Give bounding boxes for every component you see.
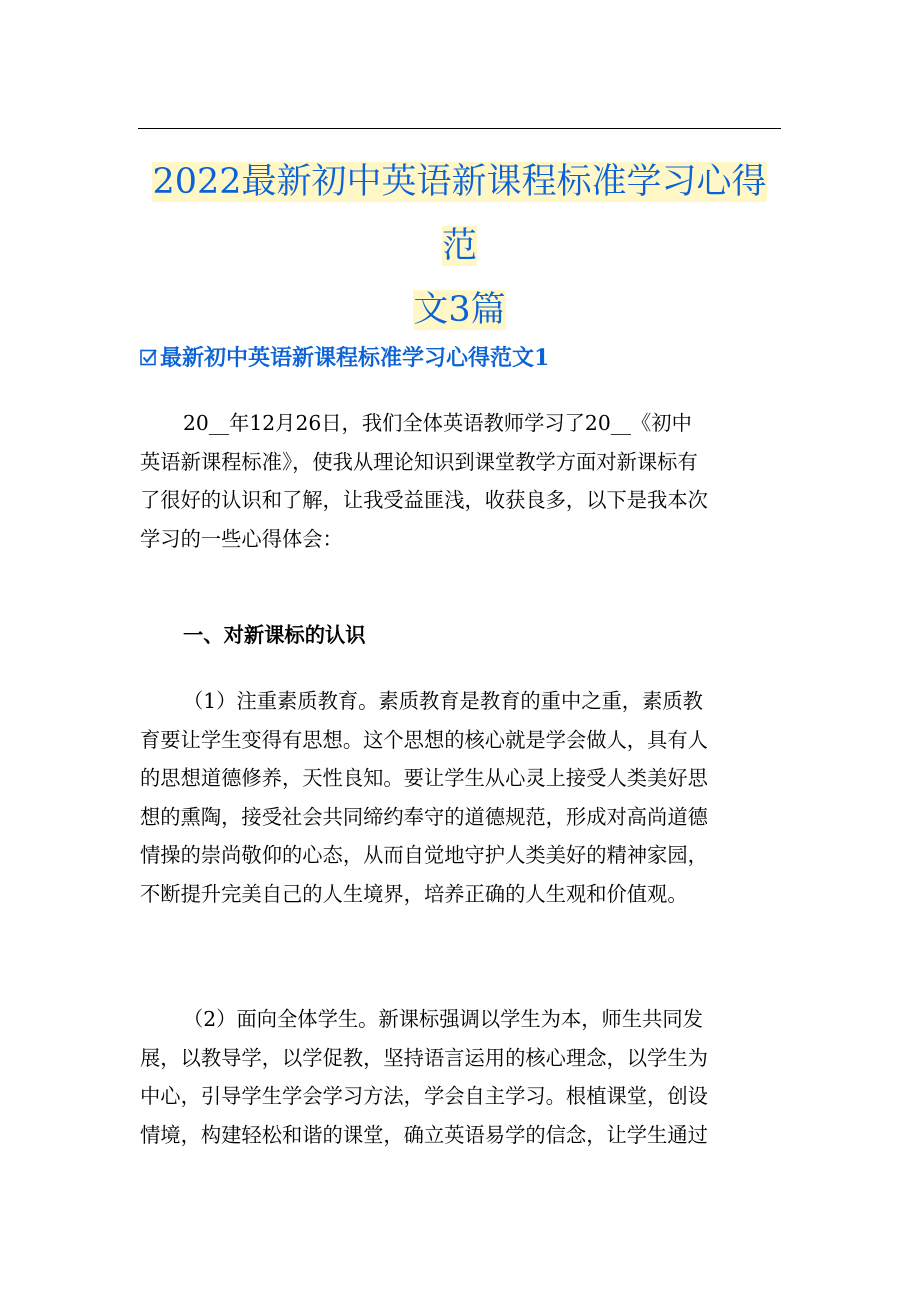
top-divider (138, 128, 781, 129)
paragraph-line: 展，以教导学，以学促教，坚持语言运用的核心理念，以学生为 (140, 1045, 708, 1070)
point-2-paragraph (140, 1000, 782, 1154)
paragraph-line: 不断提升完美自己的人生境界，培养正确的人生观和价值观。 (140, 881, 688, 906)
paragraph-line: 情境，构建轻松和谐的课堂，确立英语易学的信念，让学生通过 (140, 1122, 708, 1147)
paragraph-line: 中心，引导学生学会学习方法，学会自主学习。根植课堂，创设 (140, 1084, 708, 1109)
paragraph-line: 英语新课程标准》，使我从理论知识到课堂教学方面对新课标有 (140, 449, 698, 474)
subheading: 一、对新课标的认识 (183, 623, 366, 647)
document-title (138, 150, 781, 342)
paragraph-line: （1）注重素质教育。素质教育是教育的重中之重，素质教 (183, 689, 703, 713)
checkbox-checked-icon (140, 349, 157, 366)
paragraph-line: 的思想道德修养，天性良知。要让学生从心灵上接受人类美好思 (140, 766, 708, 791)
paragraph-line: 了很好的认识和了解，让我受益匪浅，收获良多，以下是我本次 (140, 488, 708, 513)
section-heading-text: 最新初中英语新课程标准学习心得范文1 (160, 345, 550, 371)
paragraph-line: （2）面向全体学生。新课标强调以学生为本，师生共同发 (183, 1007, 703, 1031)
paragraph-line: 情操的崇尚敬仰的心态，从而自觉地守护人类美好的精神家园， (140, 843, 708, 868)
intro-paragraph (140, 404, 782, 558)
paragraph-line: 想的熏陶，接受社会共同缔约奉守的道德规范，形成对高尚道德 (140, 804, 708, 829)
paragraph-line: 学习的一些心得体会： (140, 526, 343, 551)
paragraph-line: 20__年12月26日，我们全体英语教师学习了20__《初中 (183, 411, 692, 435)
paragraph-line: 育要让学生变得有思想。这个思想的核心就是学会做人，具有人 (140, 727, 708, 752)
title-line-2: 文3篇 (413, 290, 506, 330)
point-1-paragraph (140, 682, 782, 914)
title-line-1: 2022最新初中英语新课程标准学习心得范 (152, 162, 767, 266)
section-heading (140, 338, 549, 378)
